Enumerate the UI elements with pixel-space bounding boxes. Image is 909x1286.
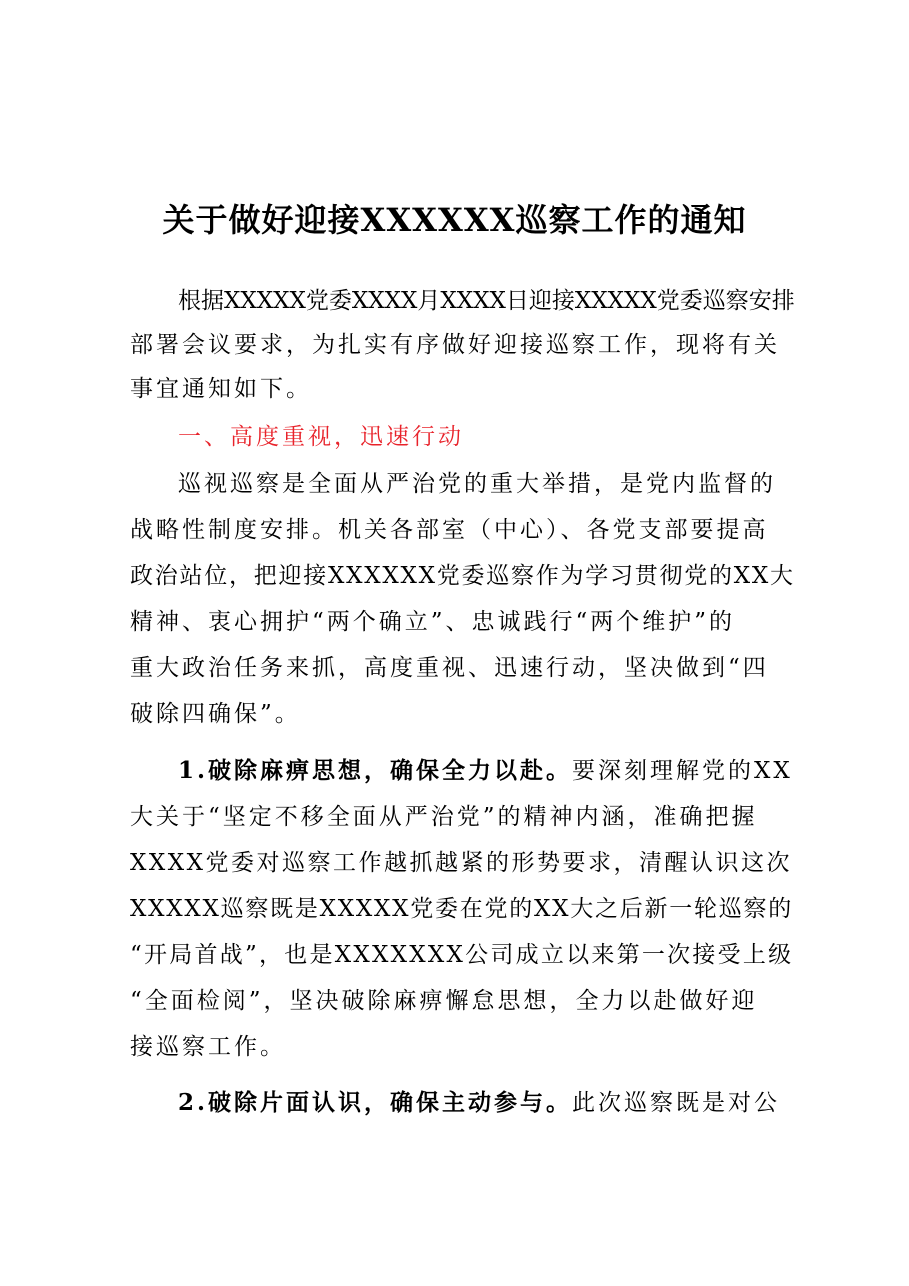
section1-line-4: 精神、衷心拥护“两个确立”、忠诚践行“两个维护”的 [130,609,736,635]
item1-line-4: XXXXX巡察既是XXXXX党委在党的XX大之后新一轮巡察的 [130,896,793,922]
item1-line-3: XXXX党委对巡察工作越抓越紧的形势要求，清醒认识这次 [130,850,792,876]
intro-line-1: 根据XXXXX党委XXXX月XXXX日迎接XXXXX党委巡察安排 [178,288,795,314]
intro-line-3: 事宜通知如下。 [130,376,312,402]
item2-first-rest: 此次巡察既是对公 [572,1090,781,1116]
item1-line-5: “开局首战”，也是XXXXXXX公司成立以来第一次接受上级 [130,942,794,968]
section1-line-1: 巡视巡察是全面从严治党的重大举措，是党内监督的 [178,471,776,497]
section1-line-5: 重大政治任务来抓，高度重视、迅速行动，坚决做到“四 [130,655,769,681]
item2-lead: 2.破除片面认识，确保主动参与。 [178,1089,573,1116]
section1-line-3: 政治站位，把迎接XXXXXX党委巡察作为学习贯彻党的XX大 [130,563,795,589]
item1-first-rest: 要深刻理解党的XX [572,758,793,784]
item1-line-7: 接巡察工作。 [130,1034,286,1060]
section1-line-6: 破除四确保”。 [130,701,301,727]
item1-first-line [178,749,795,793]
intro-line-2: 部署会议要求，为扎实有序做好迎接巡察工作，现将有关 [130,332,780,358]
item1-line-2: 大关于“坚定不移全面从严治党”的精神内涵，准确把握 [130,804,758,830]
document-title: 关于做好迎接XXXXXX巡察工作的通知 [162,201,747,239]
section-heading-1: 一、高度重视，迅速行动 [178,424,464,450]
section1-line-2: 战略性制度安排。机关各部室（中心）、各党支部要提高 [130,517,769,543]
item1-lead: 1.破除麻痹思想，确保全力以赴。 [178,757,573,784]
item2-first-line [178,1081,795,1125]
item1-line-6: “全面检阅”，坚决破除麻痹懈怠思想，全力以赴做好迎 [130,988,758,1014]
